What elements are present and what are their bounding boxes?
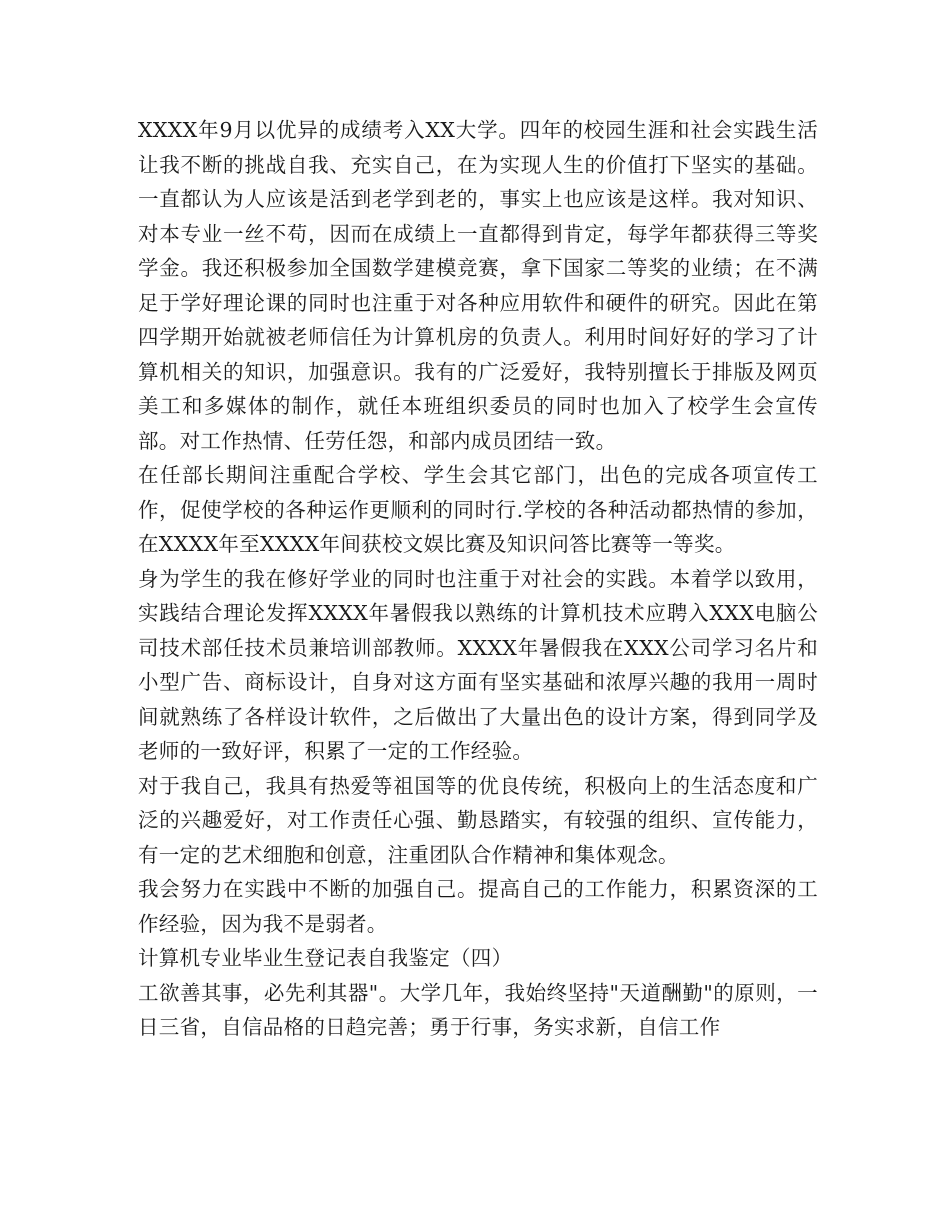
paragraph-self: 对于我自己，我具有热爱等祖国等的优良传统，积极向上的生活态度和广泛的兴趣爱好，对工作责任心强、勤恳踏实，有较强的组织、宣传能力，有一定的艺术细胞和创意，注重团队合作精神和集体观念。 [138, 773, 818, 867]
paragraph-principle: 工欲善其事，必先利其器"。大学几年，我始终坚持"天道酬勤"的原则，一日三省，自信品格的日趋完善；勇于行事，务实求新，自信工作 [138, 980, 818, 1039]
paragraph-study: XXXX年9月以优异的成绩考入XX大学。四年的校园生涯和社会实践生活让我不断的挑战自我、充实自己，在为实现人生的价值打下坚实的基础。一直都认为人应该是活到老学到老的，事实上也应该是这样。我对知识、对本专业一丝不苟，因而在成绩上一直都得到肯定，每学年都获得三等奖学金。我还积极参加全国数学建模竞赛，拿下国家二等奖的业绩；在不满足于学好理论课的同时也注重于对各种应用软件和硬件的研究。因此在第四学期开始就被老师信任为计算机房的负责人。利用时间好好的学习了计算机相关的知识，加强意识。我有的广泛爱好，我特别擅长于排版及网页美工和多媒体的制作，就任本班组织委员的同时也加入了校学生会宣传部。对工作热情、任劳任怨，和部内成员团结一致。 [138, 118, 818, 453]
paragraph-practice: 身为学生的我在修好学业的同时也注重于对社会的实践。本着学以致用，实践结合理论发挥XXXX年暑假我以熟练的计算机技术应聘入XXX电脑公司技术部任技术员兼培训部教师。XXXX年暑假我在XXX公司学习名片和小型广告、商标设计，自身对这方面有坚实基础和浓厚兴趣的我用一周时间就熟练了各样设计软件，之后做出了大量出色的设计方案，得到同学及老师的一致好评，积累了一定的工作经验。 [138, 566, 818, 763]
paragraph-minister: 在任部长期间注重配合学校、学生会其它部门，出色的完成各项宣传工作，促使学校的各种运作更顺利的同时行.学校的各种活动都热情的参加，在XXXX年至XXXX年间获校文娱比赛及知识问答比赛等一等奖。 [138, 463, 818, 556]
section-heading: 计算机专业毕业生登记表自我鉴定（四） [138, 946, 513, 970]
document-body [138, 113, 818, 1045]
paragraph-effort: 我会努力在实践中不断的加强自己。提高自己的工作能力，积累资深的工作经验，因为我不是弱者。 [138, 877, 818, 936]
